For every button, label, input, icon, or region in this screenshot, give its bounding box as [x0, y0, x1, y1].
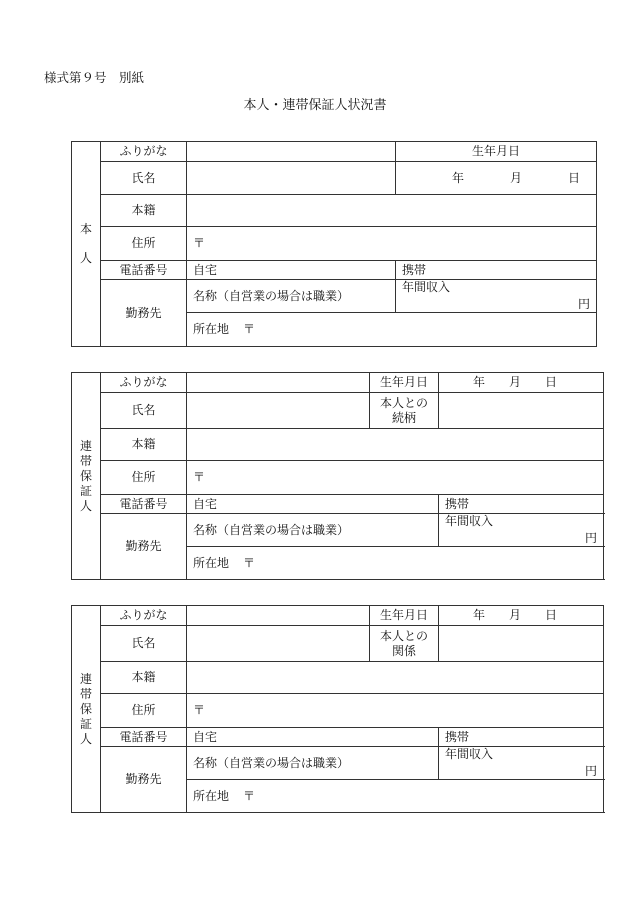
- relationship-field[interactable]: [439, 393, 604, 429]
- birth-date-label: 生年月日: [370, 373, 439, 393]
- mobile-phone-field[interactable]: 携帯: [396, 261, 597, 280]
- address-label: 住所: [101, 227, 187, 261]
- name-label: 氏名: [101, 393, 187, 429]
- annual-income-field[interactable]: 年間収入 円: [396, 280, 597, 313]
- name-label: 氏名: [101, 626, 187, 662]
- honseki-label: 本籍: [101, 662, 187, 694]
- guarantor-side-label: 連 帯 保 証 人: [72, 606, 101, 813]
- furigana-label: ふりがな: [101, 142, 187, 162]
- guarantor-2-table: [71, 605, 604, 813]
- annual-income-field[interactable]: 年間収入 円: [439, 747, 604, 780]
- yen-unit: 円: [577, 297, 590, 311]
- address-field[interactable]: [187, 227, 597, 261]
- document-title: 本人・連帯保証人状況書: [243, 98, 387, 113]
- yen-unit: 円: [584, 531, 597, 545]
- mobile-phone-field[interactable]: 携帯: [439, 728, 604, 747]
- yen-unit: 円: [584, 764, 597, 778]
- phone-label: 電話番号: [101, 261, 187, 280]
- postal-mark: 〒: [243, 788, 256, 803]
- postal-mark: 〒: [193, 470, 206, 484]
- furigana-label: ふりがな: [101, 373, 187, 393]
- honseki-label: 本籍: [101, 195, 187, 227]
- home-phone-field[interactable]: 自宅: [187, 261, 396, 280]
- employer-name-field[interactable]: 名称（自営業の場合は職業）: [187, 280, 396, 313]
- home-phone-field[interactable]: 自宅: [187, 495, 439, 514]
- phone-label: 電話番号: [101, 495, 187, 514]
- workplace-location-field[interactable]: 所在地 〒: [187, 547, 604, 580]
- honseki-label: 本籍: [101, 429, 187, 461]
- birth-date-field[interactable]: 年 月 日: [439, 606, 604, 626]
- furigana-field[interactable]: [187, 142, 396, 162]
- workplace-label: 勤務先: [101, 514, 187, 580]
- postal-mark: 〒: [243, 322, 256, 336]
- birth-date-label: 生年月日: [370, 606, 439, 626]
- name-label: 氏名: [101, 162, 187, 195]
- name-field[interactable]: [187, 626, 370, 662]
- form-number: 様式第９号 別紙: [44, 70, 145, 85]
- furigana-label: ふりがな: [101, 606, 187, 626]
- postal-mark: 〒: [243, 555, 256, 570]
- relationship-field[interactable]: [439, 626, 604, 662]
- workplace-label: 勤務先: [101, 280, 187, 347]
- relationship-label: 本人との 続柄: [370, 393, 439, 429]
- honseki-field[interactable]: [187, 195, 597, 227]
- honseki-field[interactable]: [187, 429, 604, 461]
- furigana-field[interactable]: [187, 373, 370, 393]
- employer-name-field[interactable]: 名称（自営業の場合は職業）: [187, 514, 439, 547]
- phone-label: 電話番号: [101, 728, 187, 747]
- home-phone-field[interactable]: 自宅: [187, 728, 439, 747]
- name-field[interactable]: [187, 393, 370, 429]
- birth-date-field[interactable]: 年 月 日: [439, 373, 604, 393]
- workplace-label: 勤務先: [101, 747, 187, 813]
- address-field[interactable]: [187, 461, 604, 495]
- annual-income-field[interactable]: 年間収入 円: [439, 514, 604, 547]
- honseki-field[interactable]: [187, 662, 604, 694]
- relationship-label: 本人との 関係: [370, 626, 439, 662]
- address-label: 住所: [101, 461, 187, 495]
- mobile-phone-field[interactable]: 携帯: [439, 495, 604, 514]
- name-field[interactable]: [187, 162, 396, 195]
- address-label: 住所: [101, 694, 187, 728]
- guarantor-1-table: [71, 372, 604, 580]
- address-field[interactable]: [187, 694, 604, 728]
- workplace-location-field[interactable]: 所在地 〒: [187, 780, 604, 813]
- birth-date-label: 生年月日: [396, 142, 597, 162]
- birth-date-field[interactable]: 年 月 日: [396, 162, 597, 195]
- workplace-location-field[interactable]: 所在地 〒: [187, 313, 597, 347]
- principal-side-label: 本 人: [72, 142, 101, 347]
- guarantor-side-label: 連 帯 保 証 人: [72, 373, 101, 580]
- furigana-field[interactable]: [187, 606, 370, 626]
- employer-name-field[interactable]: 名称（自営業の場合は職業）: [187, 747, 439, 780]
- principal-table: [71, 141, 597, 347]
- postal-mark: 〒: [193, 236, 206, 250]
- postal-mark: 〒: [193, 703, 206, 717]
